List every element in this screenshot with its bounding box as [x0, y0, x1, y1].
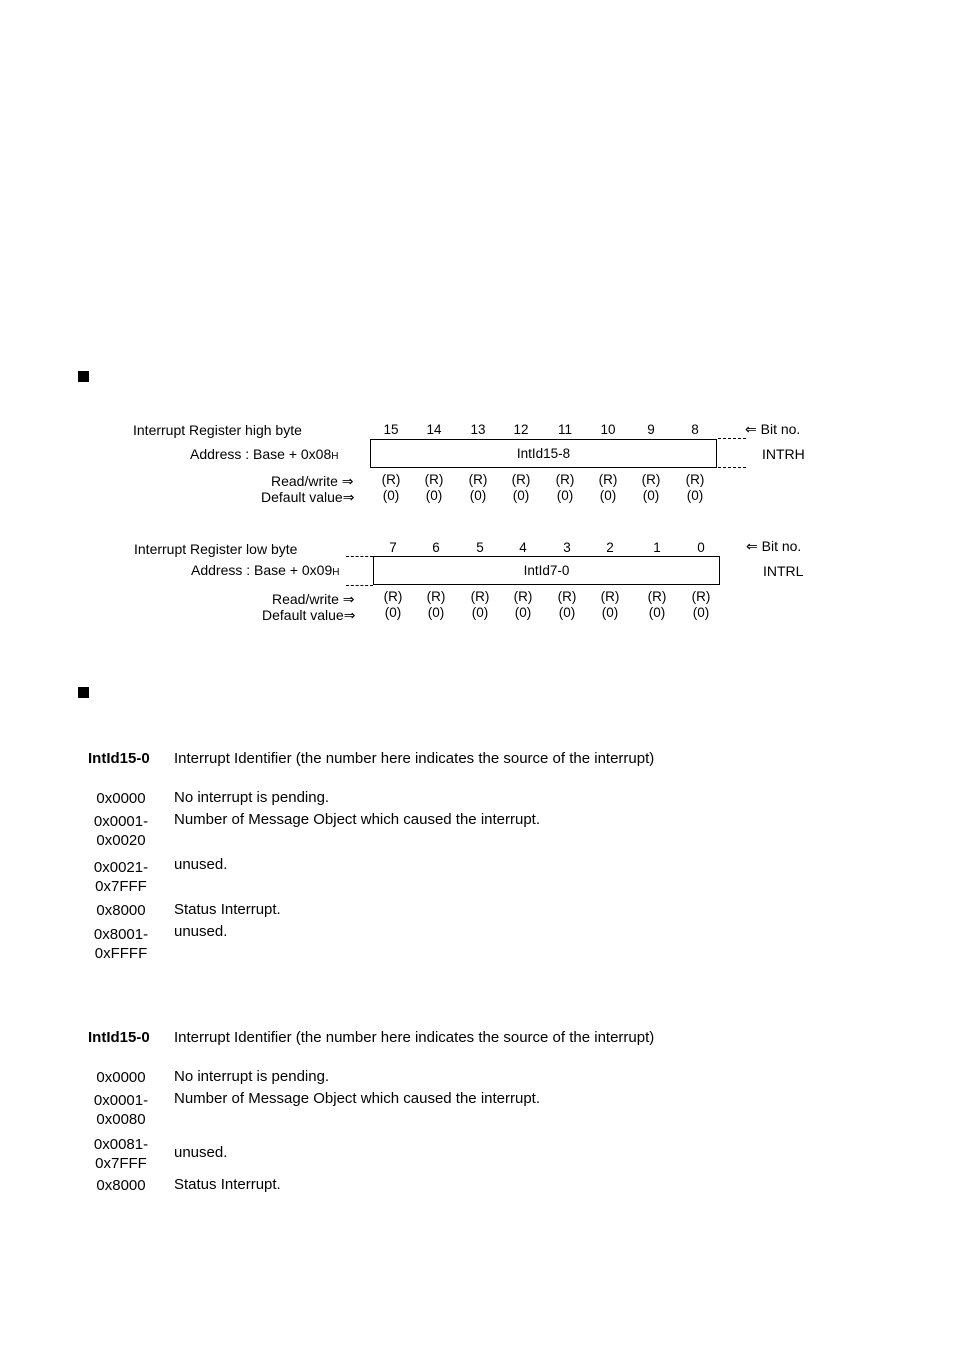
value-code — [86, 789, 156, 808]
bit-heading: Interrupt Identifier (the number here indicates the source of the interrupt) — [174, 1029, 655, 1046]
register-high-address — [190, 446, 339, 462]
value-code — [86, 901, 156, 920]
code-line: 0xFFFF — [94, 945, 148, 962]
bit-number: 14 — [426, 422, 442, 437]
bit-rw — [681, 589, 721, 621]
value-code — [86, 1068, 156, 1087]
register-high-bit-no-label: ⇐ Bit no. — [745, 421, 801, 437]
value-code — [86, 925, 156, 963]
value-text: unused. — [174, 856, 228, 873]
address-text: Address : Base + 0x08 — [190, 446, 332, 462]
rw-value: (R) — [513, 589, 533, 604]
default-value: (0) — [692, 605, 710, 620]
rw-value: (R) — [424, 472, 444, 487]
hex-suffix: H — [331, 451, 339, 462]
bit-rw — [631, 472, 671, 504]
default-value: (0) — [425, 488, 443, 503]
code-line: 0x7FFF — [95, 1155, 147, 1172]
value-text: No interrupt is pending. — [174, 789, 330, 806]
code-line: 0x0000 — [96, 1069, 146, 1086]
default-value: (0) — [382, 488, 400, 503]
register-high-name: INTRH — [762, 446, 805, 462]
register-low-title: Interrupt Register low byte — [134, 541, 298, 557]
address-text: Address : Base + 0x09 — [191, 562, 333, 578]
rw-value: (R) — [470, 589, 490, 604]
dashed-line — [346, 556, 373, 557]
rw-value: (R) — [600, 589, 620, 604]
rw-value: (R) — [598, 472, 618, 487]
default-value: (0) — [427, 605, 445, 620]
code-line: 0x8001- — [93, 926, 149, 943]
bit-name: IntId15-0 — [88, 1029, 150, 1046]
bit-rw — [675, 472, 715, 504]
bit-rw — [545, 472, 585, 504]
register-high-default-label: Default value⇒ — [261, 489, 355, 505]
bit-rw — [371, 472, 411, 504]
default-value: (0) — [648, 605, 666, 620]
code-line: 0x8000 — [96, 1177, 146, 1194]
bit-number: 11 — [557, 422, 572, 437]
default-value: (0) — [601, 605, 619, 620]
value-code — [86, 858, 156, 896]
value-text: Number of Message Object which caused the interrupt. — [174, 1090, 541, 1107]
dashed-line — [718, 438, 746, 439]
rw-value: (R) — [381, 472, 401, 487]
hex-suffix: H — [332, 567, 340, 578]
value-text: No interrupt is pending. — [174, 1068, 330, 1085]
bit-number: 10 — [600, 422, 616, 437]
dashed-line — [346, 585, 373, 586]
bit-number: 9 — [647, 422, 655, 437]
bit-rw — [416, 589, 456, 621]
bit-rw — [414, 472, 454, 504]
bit-rw — [501, 472, 541, 504]
rw-value: (R) — [511, 472, 531, 487]
rw-value: (R) — [641, 472, 661, 487]
bit-number: 1 — [653, 540, 661, 555]
code-line: 0x0081- — [93, 1136, 149, 1153]
register-high-rw-label: Read/write ⇒ — [271, 473, 354, 489]
bit-number: 7 — [389, 540, 397, 555]
rw-value: (R) — [647, 589, 667, 604]
rw-value: (R) — [685, 472, 705, 487]
bit-number: 8 — [691, 422, 699, 437]
bit-number: 13 — [470, 422, 486, 437]
default-value: (0) — [686, 488, 704, 503]
register-low-field: IntId7-0 — [523, 563, 570, 578]
register-low-rw-label: Read/write ⇒ — [272, 591, 355, 607]
value-text: Status Interrupt. — [174, 1176, 281, 1193]
value-text: Number of Message Object which caused the interrupt. — [174, 811, 541, 828]
register-low-address — [191, 562, 340, 578]
code-line: 0x0000 — [96, 790, 146, 807]
value-code — [86, 1091, 156, 1129]
default-value: (0) — [384, 605, 402, 620]
rw-value: (R) — [555, 472, 575, 487]
bit-rw — [588, 472, 628, 504]
register-low-name: INTRL — [763, 563, 804, 579]
bit-number: 6 — [432, 540, 440, 555]
bit-rw — [637, 589, 677, 621]
section-bullet-description — [78, 687, 89, 698]
rw-value: (R) — [468, 472, 488, 487]
code-line: 0x0021- — [93, 859, 149, 876]
default-value: (0) — [556, 488, 574, 503]
value-code — [86, 1135, 156, 1173]
register-low-bit-no-label: ⇐ Bit no. — [746, 538, 802, 554]
default-value: (0) — [599, 488, 617, 503]
bit-number: 0 — [697, 540, 705, 555]
code-line: 0x7FFF — [95, 878, 147, 895]
register-high-title: Interrupt Register high byte — [133, 422, 302, 438]
code-line: 0x0080 — [96, 1111, 146, 1128]
bit-rw — [460, 589, 500, 621]
bit-rw — [458, 472, 498, 504]
rw-value: (R) — [383, 589, 403, 604]
default-value: (0) — [471, 605, 489, 620]
register-low-field-box — [373, 556, 720, 585]
register-low-default-label: Default value⇒ — [262, 607, 356, 623]
bit-number: 12 — [513, 422, 529, 437]
bit-heading: Interrupt Identifier (the number here indicates the source of the interrupt) — [174, 750, 655, 767]
value-code — [86, 812, 156, 850]
register-high-field: IntId15-8 — [516, 446, 571, 461]
default-value: (0) — [558, 605, 576, 620]
value-code — [86, 1176, 156, 1195]
default-value: (0) — [512, 488, 530, 503]
bit-number: 5 — [476, 540, 484, 555]
default-value: (0) — [642, 488, 660, 503]
value-text: Status Interrupt. — [174, 901, 281, 918]
value-text: unused. — [174, 923, 228, 940]
bit-rw — [547, 589, 587, 621]
default-value: (0) — [514, 605, 532, 620]
bit-number: 15 — [383, 422, 399, 437]
dashed-line — [718, 467, 746, 468]
bit-name: IntId15-0 — [88, 750, 150, 767]
rw-value: (R) — [557, 589, 577, 604]
bit-number: 4 — [519, 540, 527, 555]
code-line: 0x0001- — [93, 813, 149, 830]
code-line: 0x0020 — [96, 832, 146, 849]
code-line: 0x8000 — [96, 902, 146, 919]
rw-value: (R) — [691, 589, 711, 604]
value-text: unused. — [174, 1144, 228, 1161]
section-bullet-register — [78, 371, 89, 382]
bit-rw — [373, 589, 413, 621]
bit-rw — [590, 589, 630, 621]
code-line: 0x0001- — [93, 1092, 149, 1109]
default-value: (0) — [469, 488, 487, 503]
bit-number: 3 — [563, 540, 571, 555]
bit-number: 2 — [606, 540, 614, 555]
rw-value: (R) — [426, 589, 446, 604]
bit-rw — [503, 589, 543, 621]
register-high-field-box — [370, 439, 717, 468]
